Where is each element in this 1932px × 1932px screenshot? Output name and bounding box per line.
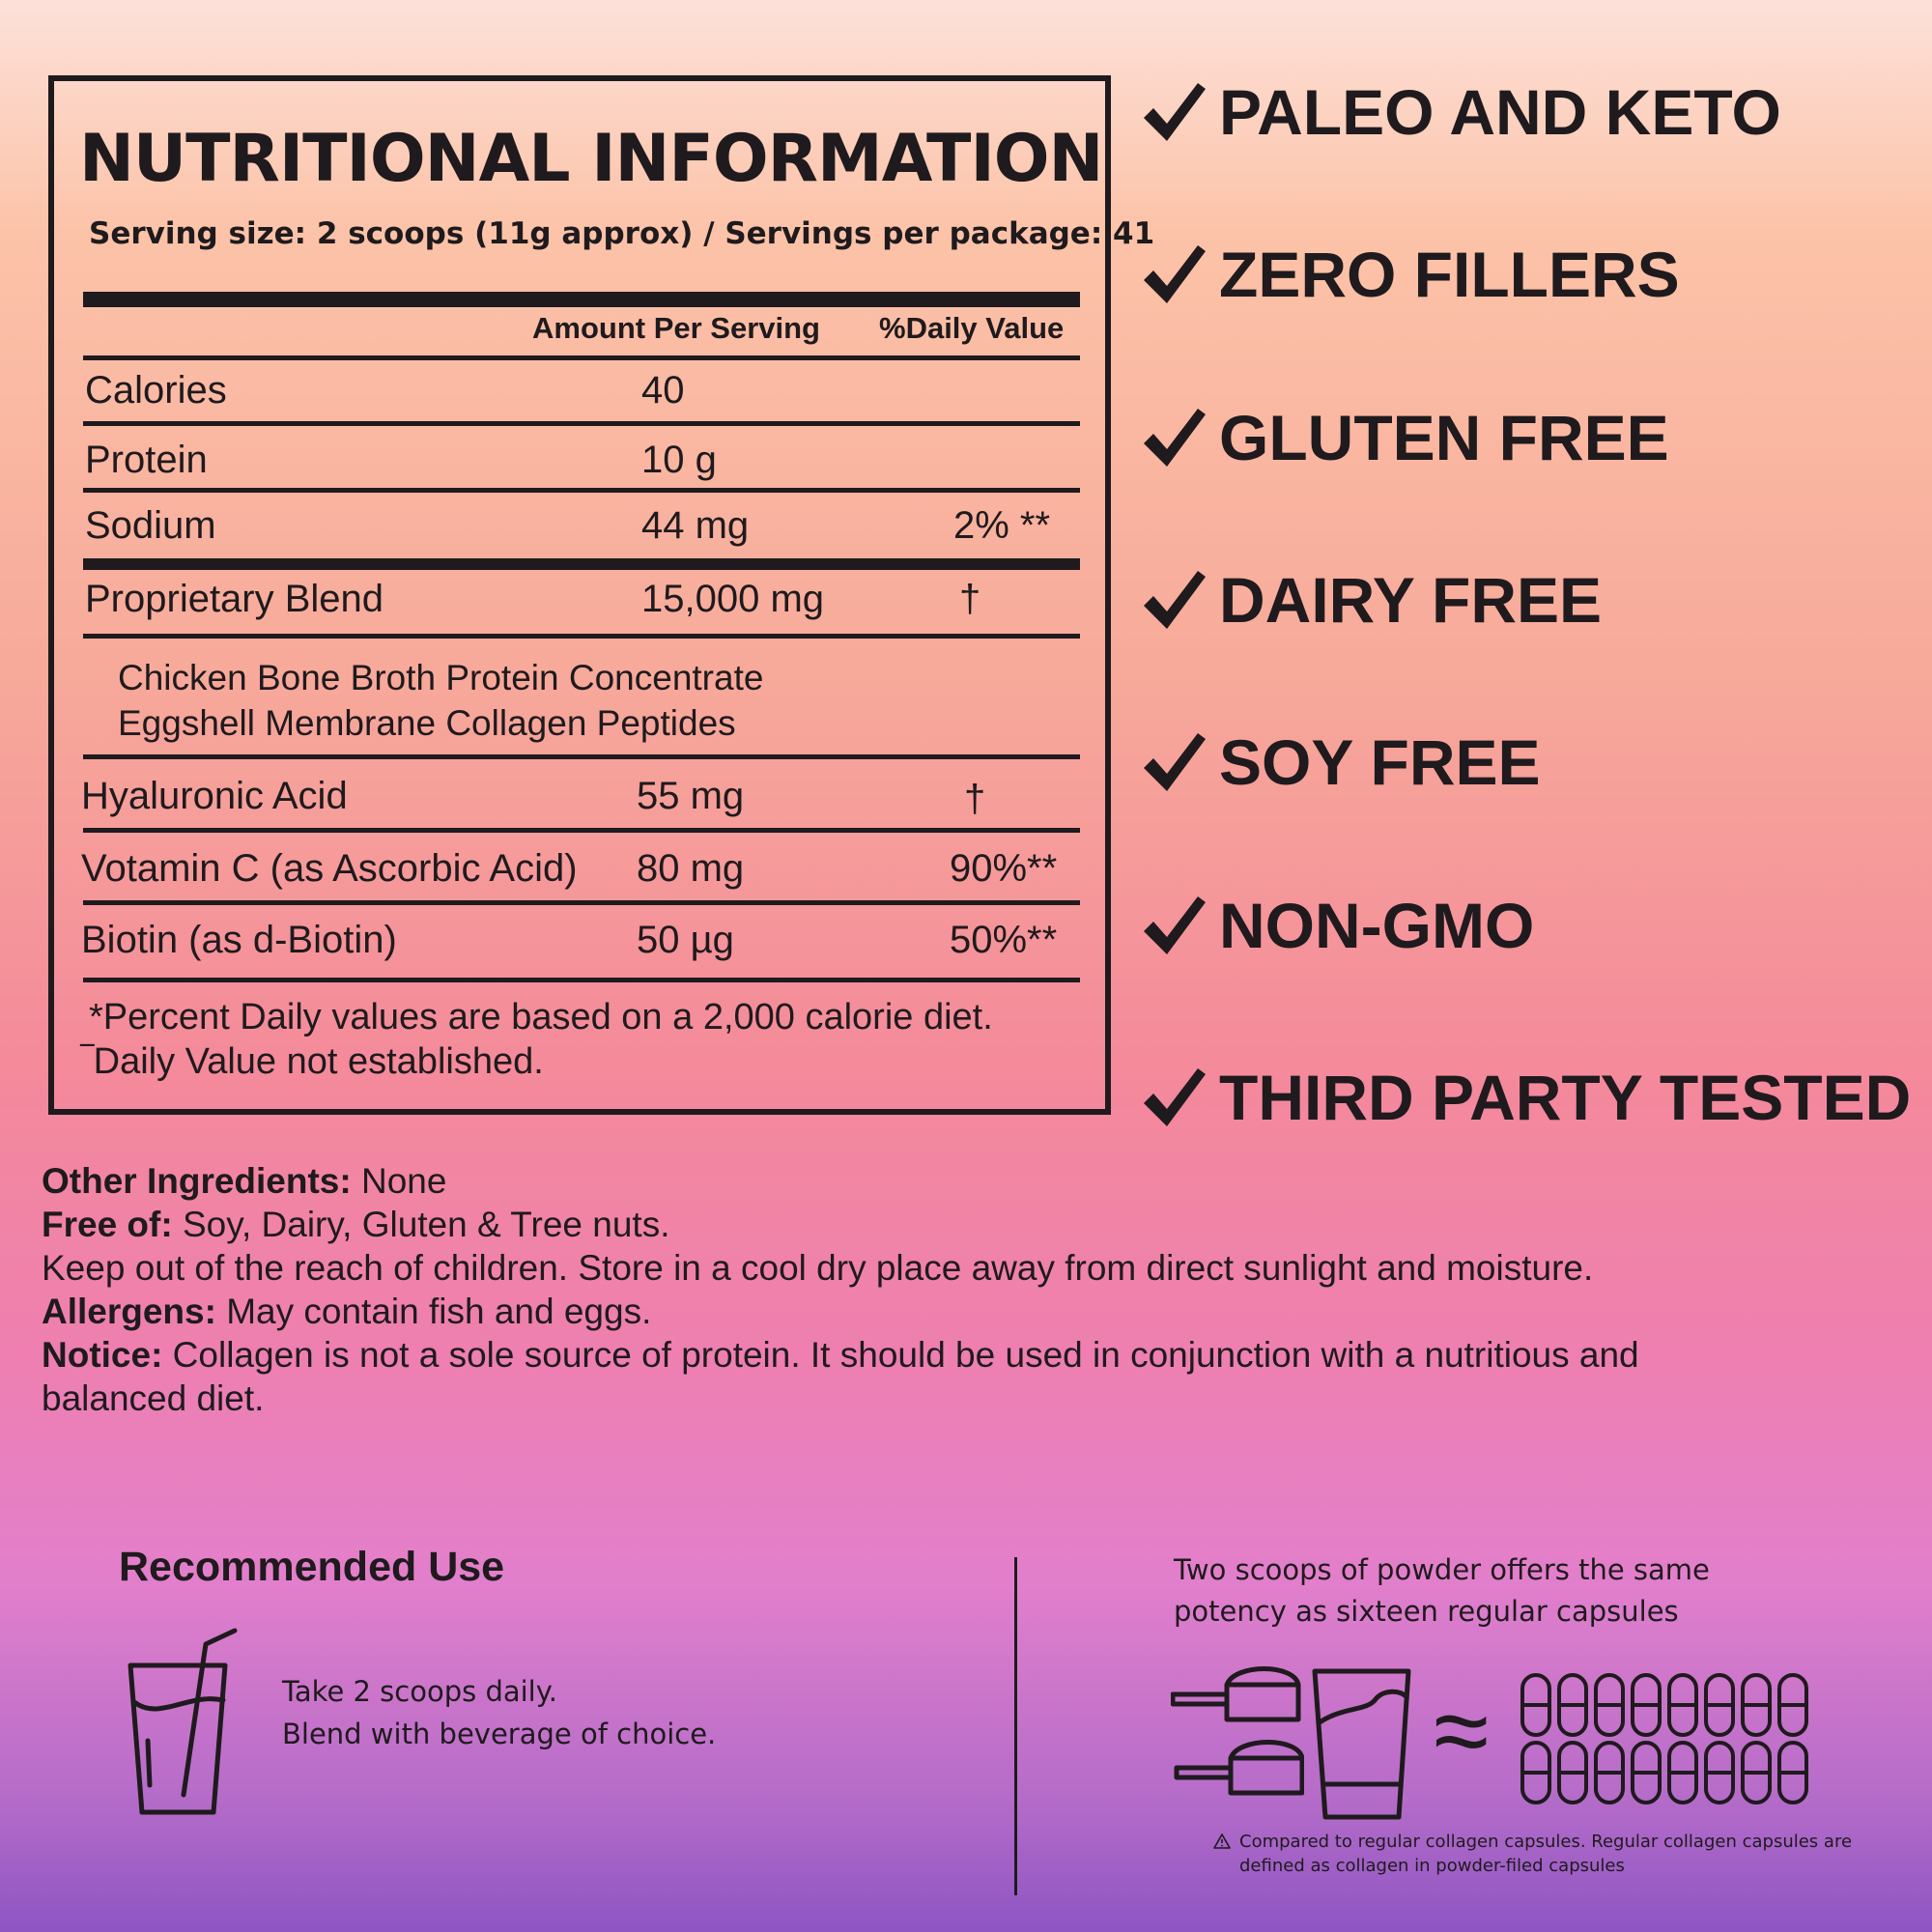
rule [83,900,1080,905]
row-protein-amount: 10 g [641,439,717,481]
checkmark-icon [1140,242,1208,307]
row-biotin-amount: 50 µg [637,919,734,961]
nutrition-title: NUTRITIONAL INFORMATION [79,121,1103,197]
capsules-icon [1520,1671,1816,1806]
section-divider [1014,1557,1017,1895]
footnote: *Percent Daily values are based on a 2,000 calorie diet. [89,997,993,1037]
claim-label: PALEO AND KETO [1219,76,1781,148]
rule [83,828,1080,833]
row-calories-name: Calories [85,369,227,412]
rule [83,355,1080,360]
row-protein-name: Protein [85,439,208,481]
claim-label: SOY FREE [1219,726,1541,798]
claim-non-gmo [1140,889,1534,962]
row-calories-amount: 40 [641,369,685,412]
row-biotin-daily: 50%** [950,919,1058,961]
info-value: None [351,1161,447,1201]
rule [83,634,1080,639]
row-vitamin-c-name: Votamin C (as Ascorbic Acid) [81,847,578,890]
potency-line: Two scoops of powder offers the same [1174,1553,1710,1586]
warning-icon [1212,1833,1232,1850]
glass-icon [1312,1668,1412,1821]
header-amount: Amount Per Serving [532,311,820,345]
checkmark-icon [1140,79,1208,145]
thick-rule [83,558,1080,570]
claim-label: ZERO FILLERS [1219,239,1680,310]
blend-item: Chicken Bone Broth Protein Concentrate [118,658,764,697]
claim-label: NON-GMO [1219,890,1535,961]
glass-with-straw-icon [121,1615,246,1820]
rule [83,754,1080,759]
claim-label: GLUTEN FREE [1219,402,1669,473]
info-label: Other Ingredients: [42,1161,352,1201]
checkmark-icon [1140,567,1208,633]
approx-symbol: ≈ [1434,1675,1490,1787]
serving-info: Serving size: 2 scoops (11g approx) / Servings per package: 41 [89,216,1155,251]
row-vitamin-c-amount: 80 mg [637,847,745,890]
potency-note: Compared to regular collagen capsules. Regular collagen capsules are [1239,1832,1853,1852]
notice [42,1335,1639,1376]
checkmark-icon [1140,1065,1208,1130]
recommended-line: Take 2 scoops daily. [282,1675,557,1708]
info-label: Notice: [42,1335,163,1375]
capsule-row [1522,1743,1806,1803]
storage-note: Keep out of the reach of children. Store in a cool dry place away from direct sunlight and moisture. [42,1248,1594,1288]
claim-dairy-free [1140,563,1602,637]
info-value: Soy, Dairy, Gluten & Tree nuts. [172,1205,670,1244]
potency-note: defined as collagen in powder-filed capsules [1239,1856,1625,1876]
rule [83,488,1080,493]
checkmark-icon [1140,729,1208,795]
blend-item: Eggshell Membrane Collagen Peptides [118,703,736,743]
claim-soy-free [1140,725,1541,799]
claim-label: DAIRY FREE [1219,564,1603,636]
rule [83,978,1080,982]
claim-paleo-keto [1140,75,1781,149]
info-label: Free of: [42,1205,173,1244]
header-daily-value: %Daily Value [879,311,1065,345]
scoops-icon [1171,1665,1304,1822]
thick-rule [83,292,1080,307]
row-blend-name: Proprietary Blend [85,578,384,620]
row-hyaluronic-name: Hyaluronic Acid [81,775,348,817]
row-blend-amount: 15,000 mg [641,578,825,620]
capsule-row [1522,1675,1806,1735]
row-hyaluronic-daily: † [964,778,986,820]
allergens [42,1292,651,1332]
claim-zero-fillers [1140,238,1680,311]
claim-third-party-tested [1140,1061,1911,1134]
row-vitamin-c-daily: 90%** [950,847,1058,890]
info-value: Collagen is not a sole source of protein. It should be used in conjunction with a nutritious and [162,1335,1639,1375]
checkmark-icon [1140,405,1208,470]
row-hyaluronic-amount: 55 mg [637,775,745,817]
other-ingredients [42,1161,446,1202]
info-label: Allergens: [42,1292,216,1331]
footnote: ‾Daily Value not established. [81,1041,544,1082]
rule [83,421,1080,426]
notice-continued: balanced diet. [42,1378,265,1418]
row-sodium-name: Sodium [85,504,216,547]
recommended-use-title: Recommended Use [119,1544,505,1590]
claim-gluten-free [1140,401,1669,474]
row-biotin-name: Biotin (as d-Biotin) [81,919,397,961]
checkmark-icon [1140,893,1208,958]
recommended-line: Blend with beverage of choice. [282,1718,717,1750]
row-sodium-amount: 44 mg [641,504,750,547]
info-value: May contain fish and eggs. [215,1292,652,1331]
potency-line: potency as sixteen regular capsules [1174,1595,1679,1628]
row-sodium-daily: 2% ** [953,504,1051,547]
free-of [42,1205,669,1245]
claim-label: THIRD PARTY TESTED [1219,1062,1912,1133]
row-blend-daily: † [959,578,981,620]
